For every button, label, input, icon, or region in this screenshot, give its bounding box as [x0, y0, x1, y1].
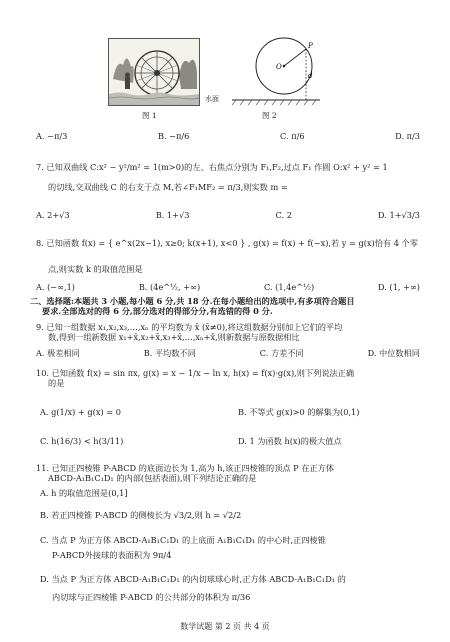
q9-option-d: D. 中位数相同	[367, 348, 420, 358]
q11-option-c-line-2: P-ABCD外接球的表面积为 9π/4	[52, 550, 172, 560]
q6-option-c: C. π/6	[280, 131, 305, 141]
q8-stem-line-2-wrap	[36, 264, 422, 274]
q6-option-a: A. −π/3	[36, 131, 68, 141]
question-7	[36, 162, 422, 172]
section-2-line-2: 要求.全部选对的得 6 分,部分选对的得部分分,有选错的得 0 分.	[42, 306, 273, 317]
q10-option-a: A. g(1/x) + g(x) = 0	[40, 407, 121, 417]
label-o: O	[276, 63, 282, 71]
question-10	[36, 368, 422, 389]
q9-option-c: C. 方差不同	[259, 348, 304, 358]
figure-2	[222, 36, 322, 110]
figure-1-caption: 图 1	[142, 111, 157, 120]
waterwheel-illustration	[109, 39, 199, 105]
q11-stem-line-2: ABCD-A₁B₁C₁D₁ 的内部(包括表面),则下列结论正确的是	[48, 473, 257, 484]
figure-2-caption: 图 2	[262, 111, 277, 120]
q9-stem-line-1: 9. 已知一组数据 x₁,x₂,x₃,…,xₙ 的平均数为 x̄ (x̄≠0),将这组数据分别加上它们的平均	[36, 322, 343, 332]
q10-option-c: C. h(16/3) < h(3/11)	[40, 436, 124, 446]
q8-options	[36, 282, 420, 292]
question-9	[36, 322, 422, 343]
q8-option-a: A. (−∞,1)	[36, 282, 75, 292]
q11-option-c-line-1: C. 当点 P 为正方体 ABCD-A₁B₁C₁D₁ 的上底面 A₁B₁C₁D₁ 的中心时,正四棱锥	[40, 535, 326, 545]
figure-1	[108, 38, 200, 106]
q9-option-b: B. 平均数不同	[143, 348, 196, 358]
q9-stem-line-2: 数,得到一组新数据 x₁+x̄,x₂+x̄,x₃+x̄,…,xₙ+x̄,则新数据与原数据相比	[48, 332, 300, 343]
q7-stem-line-2-wrap	[36, 182, 422, 192]
q10-option-b: B. 不等式 g(x)>0 的解集为(0,1)	[238, 407, 360, 417]
q6-option-d: D. π/3	[395, 131, 420, 141]
section-2-line-1: 二、选择题:本题共 3 小题,每小题 6 分,共 18 分.在每小题给出的选项中,有多项符合题目	[30, 296, 355, 306]
q10-stem-line-1: 10. 已知函数 f(x) = sin πx, g(x) = x − 1/x − ln x, h(x) = f(x)·g(x),则下列说法正确	[36, 368, 355, 378]
q8-option-c: C. (1,4e^½)	[263, 282, 315, 292]
q7-option-c: C. 2	[275, 210, 292, 220]
water-surface-label: 水面	[205, 95, 219, 103]
q6-options	[36, 131, 420, 141]
q6-option-b: B. −π/6	[157, 131, 190, 141]
q11-option-d-line-2: 内切球与正四棱锥 P-ABCD 的公共部分的体积为 π/36	[52, 592, 251, 602]
label-p: P	[308, 42, 313, 50]
circle-water-diagram	[222, 36, 322, 110]
question-8	[36, 238, 422, 248]
q11-option-b: B. 若正四棱锥 P-ABCD 的侧棱长为 √3/2,则 h = √2/2	[40, 510, 242, 520]
q11-stem-line-1: 11. 已知正四棱锥 P-ABCD 的底面边长为 1,高为 h,该正四棱锥的顶点 P 在正方体	[36, 463, 335, 473]
q9-option-a: A. 极差相同	[36, 348, 80, 358]
q11-option-d-line-1: D. 当点 P 为正方体 ABCD-A₁B₁C₁D₁ 的内切球球心时,正方体 ABCD-A₁B₁C₁D₁ 的	[40, 574, 346, 584]
q7-stem-line-2: 的切线,交双曲线 C 的右支于点 M,若∠F₁MF₂ = π/3,则实数 m =	[48, 182, 288, 192]
q8-stem-line-2: 点,则实数 k 的取值范围是	[48, 264, 143, 274]
q10-option-d: D. 1 为函数 h(x)的极大值点	[238, 436, 342, 446]
q9-options	[36, 348, 420, 358]
q7-option-b: B. 1+√3	[155, 210, 190, 220]
q7-options	[36, 210, 420, 220]
q11-option-a: A. h 的取值范围是(0,1]	[40, 488, 128, 498]
q7-option-a: A. 2+√3	[36, 210, 70, 220]
q7-option-d: D. 1+√3/3	[378, 210, 420, 220]
question-11	[36, 463, 422, 484]
page-footer: 数学试题 第 2 页 共 4 页	[180, 622, 270, 631]
q8-option-d: D. (1, +∞)	[378, 282, 420, 292]
q10-stem-line-2: 的是	[48, 378, 65, 389]
q8-stem-line-1: 8. 已知函数 f(x) = { e^x(2x−1), x≥0; k(x+1), x<0 } , g(x) = f(x) + f(−x),若 y = g(x)恰有 4 个零	[36, 238, 418, 248]
q8-option-b: B. (4e^½, +∞)	[138, 282, 201, 292]
q7-stem-line-1: 7. 已知双曲线 C:x² − y²/m² = 1(m>0)的左、右焦点分别为 F₁,F₂,过点 F₁ 作圆 O:x² + y² = 1	[36, 162, 388, 172]
label-d: d	[308, 72, 313, 80]
section-2-heading	[30, 296, 422, 317]
